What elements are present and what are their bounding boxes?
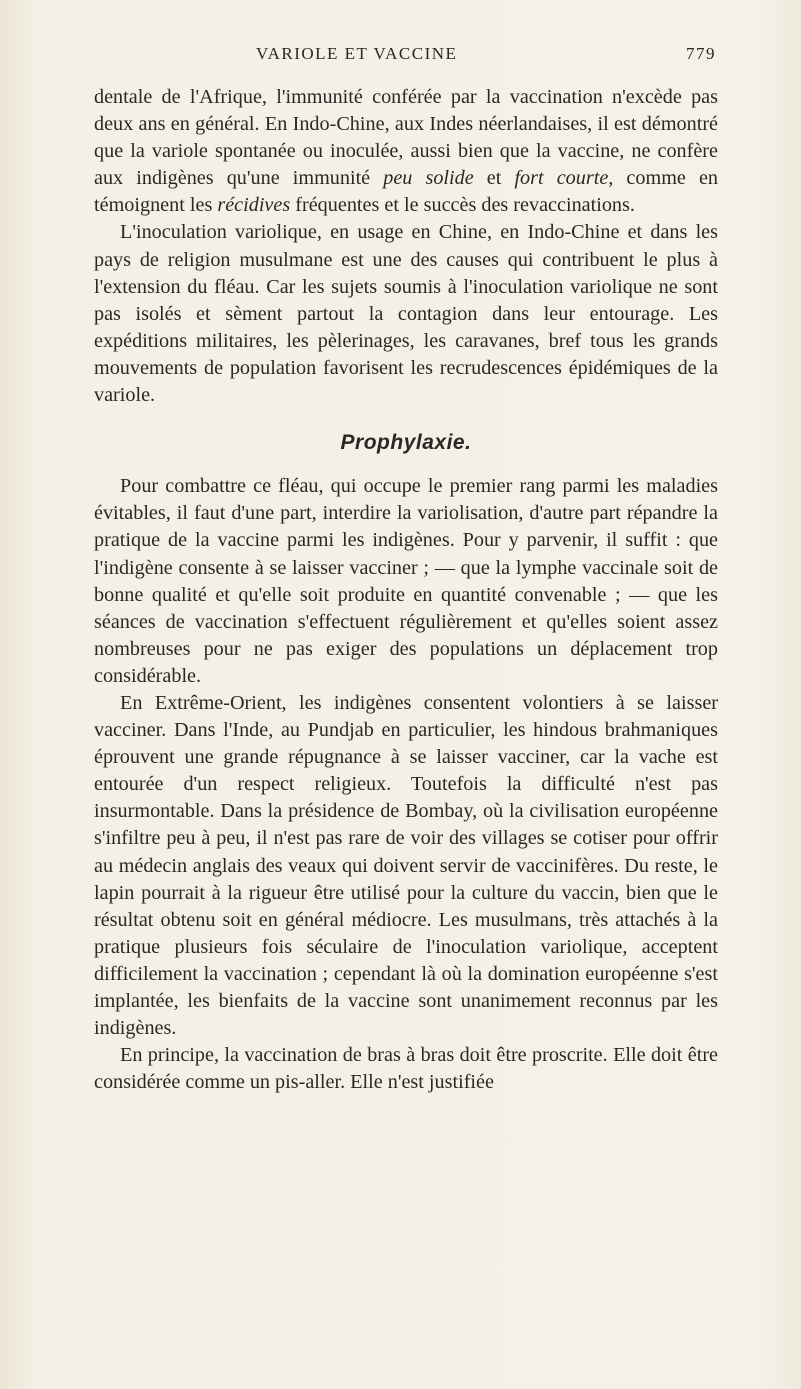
text-run: dentale de l'Afrique, l'immunité conférée par la vaccination n'excède pas deux ans en général. En Indo-Chine, aux Indes néerlandaises, il est démontré que la variole spontanée ou inoculée, aussi bien que la vaccine, ne confère aux indigènes qu'une immunité: [94, 86, 718, 190]
italic-text: récidives: [217, 194, 291, 217]
paragraph: Pour combattre ce fléau, qui occupe le premier rang parmi les maladies évitables, il faut d'une part, interdire la variolisation, d'autre part répandre la pratique de la vaccine parmi les indigènes. Pour y parvenir, il suffit : que l'indigène consente à se laisser vacciner ; — que la lymphe vaccinale soit de bonne qualité et qu'elle soit produite en quantité convenable ; — que les séances de vaccination s'effectuent régulièrement et qu'elles soient assez nombreuses pour ne pas exiger des populations un déplacement trop considérable.: [94, 475, 718, 687]
italic-text: fort courte: [514, 167, 609, 190]
running-title: VARIOLE ET VACCINE: [256, 44, 458, 63]
running-header: [96, 44, 716, 66]
paragraph: L'inoculation variolique, en usage en Chine, en Indo-Chine et dans les pays de religion musulmane est une des causes qui contribuent le plus à l'extension du fléau. Car les sujets soumis à l'inoculation variolique ne sont pas isolés et sèment partout la contagion dans leur entourage. Les expéditions militaires, les pèlerinages, les caravanes, bref tous les grands mouvements de population favorisent les recrudescences épidémiques de la variole.: [94, 221, 718, 407]
italic-text: peu solide: [383, 167, 474, 190]
paragraph: En principe, la vaccination de bras à bras doit être proscrite. Elle doit être considérée comme un pis-aller. Elle n'est justifiée: [94, 1044, 718, 1094]
paragraph: En Extrême-Orient, les indigènes consentent volontiers à se laisser vacciner. Dans l'Inde, au Pundjab en particulier, les hindous brahmaniques éprouvent une grande répugnance à se laisser vacciner, car la vache est entourée d'un respect religieux. Toutefois la difficulté n'est pas insurmontable. Dans la présidence de Bombay, où la civilisation européenne s'infiltre peu à peu, il n'est pas rare de voir des villages se cotiser pour offrir au médecin anglais des veaux qui doivent servir de vaccinifères. Du reste, le lapin pourrait à la rigueur être utilisé pour la culture du vaccin, bien que le résultat obtenu soit en général médiocre. Les musulmans, très attachés à la pratique plusieurs fois séculaire de l'inoculation variolique, acceptent difficilement la vaccination ; cependant là où la domination européenne s'est implantée, les bienfaits de la vaccine sont unanimement reconnus par les indigènes.: [94, 691, 718, 1040]
paragraph: [94, 84, 718, 219]
section-heading: Prophylaxie.: [340, 431, 472, 455]
body-text: [94, 84, 718, 1096]
text-run: , comme en témoignent les: [94, 167, 718, 217]
text-run: fréquentes et le succès des revaccinations.: [290, 194, 635, 217]
text-run: et: [473, 167, 515, 190]
page-number: 779: [686, 44, 716, 63]
